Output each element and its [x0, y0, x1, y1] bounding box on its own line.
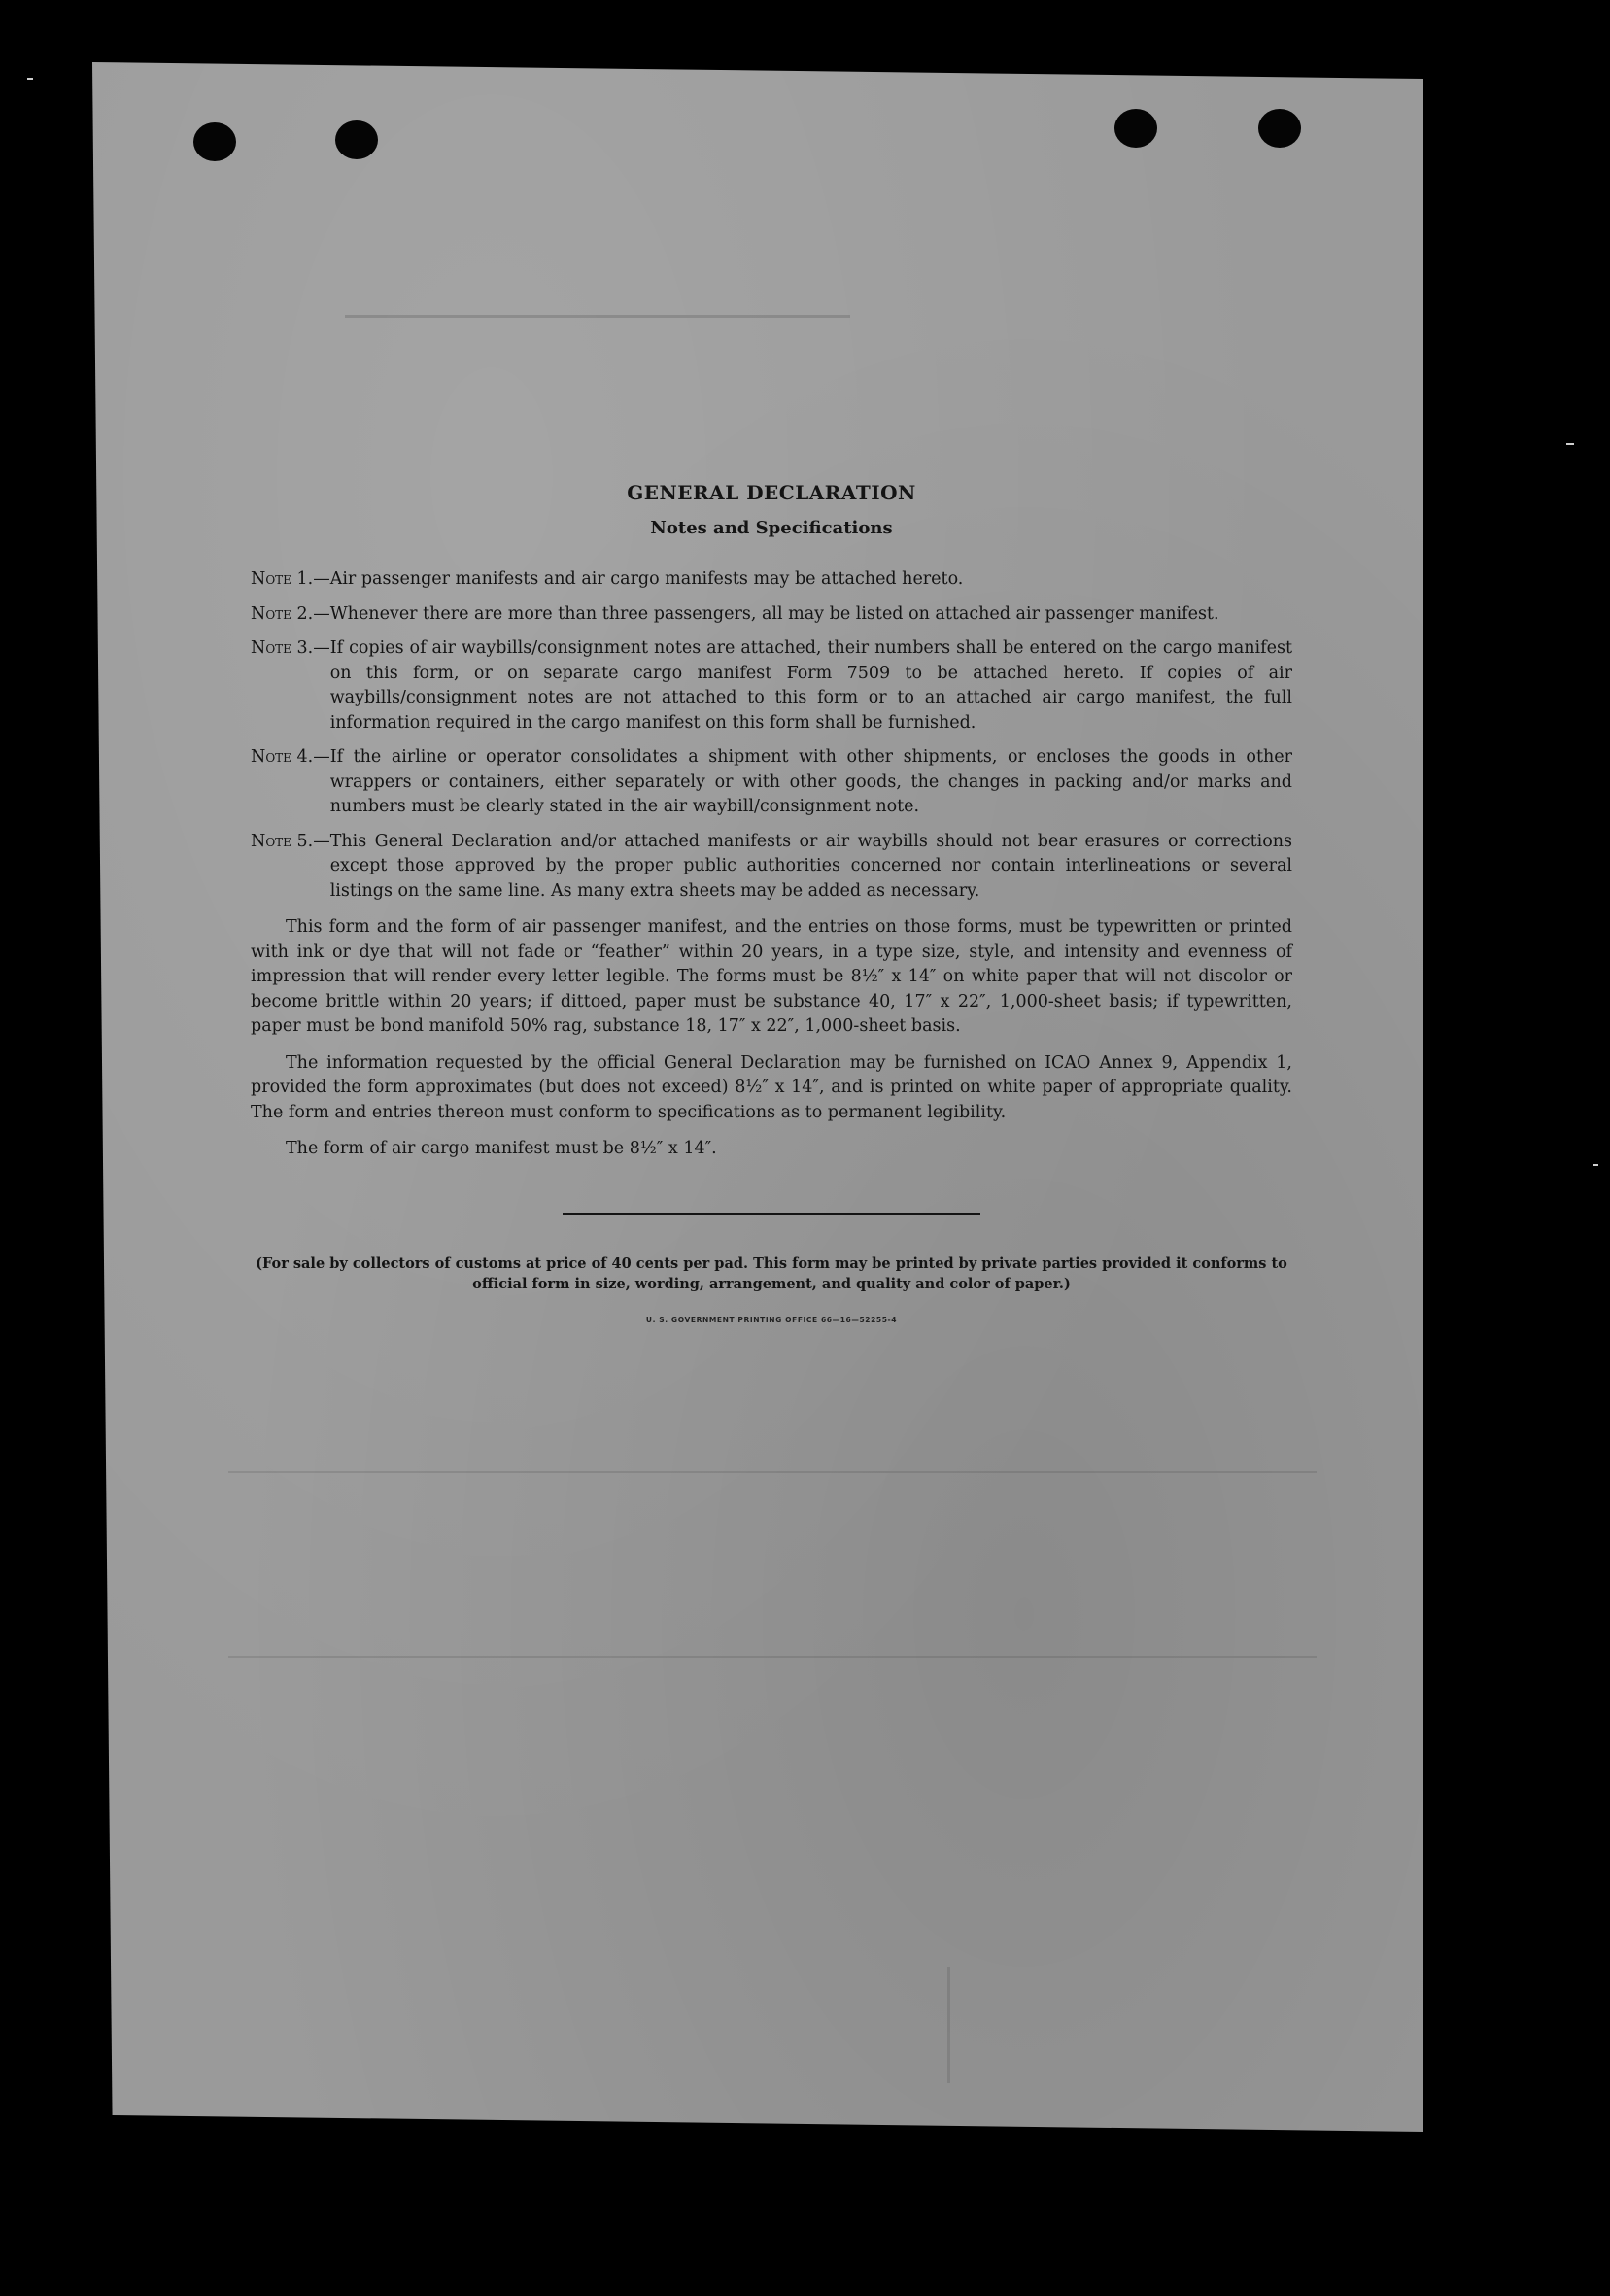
page-title: GENERAL DECLARATION: [627, 481, 916, 504]
note-text: If the airline or operator consolidates a shipment with other shipments, or encloses the goods in other wrappers or containers, either separately or with other goods, the changes in packing and/or marks and numbers must be clearly stated in the air waybill/consignment note.: [329, 747, 1292, 816]
note-text: Air passenger manifests and air cargo manifests may be attached hereto.: [329, 569, 964, 589]
punch-hole: [1114, 109, 1157, 148]
note-text: Whenever there are more than three passengers, all may be listed on attached air passenger manifest.: [329, 603, 1219, 624]
punch-hole: [335, 120, 378, 159]
scan-speck: [27, 78, 33, 80]
paragraph-icao-annex: The information requested by the official General Declaration may be furnished on ICAO Annex 9, Appendix 1, provided the form approximates (but does not exceed) 8½″ x 14″, and is printed on white paper of appropriate quality. The form and entries thereon must conform to specifications as to permanent legibility.: [251, 1052, 1292, 1122]
punch-hole: [193, 122, 236, 161]
note-label: Note 3.—: [251, 638, 330, 658]
bleed-through-line: [345, 315, 850, 318]
note-label: Note 2.—: [251, 603, 330, 624]
scan-speck: [1593, 1164, 1598, 1166]
note-item: [251, 602, 1292, 628]
note-item: [251, 745, 1292, 820]
scan-speck: [1566, 443, 1574, 445]
sale-notice: (For sale by collectors of customs at price of 40 cents per pad. This form may be printed by private parties provided it conforms to official form in size, wording, arrangement, and quality and color of paper.): [256, 1254, 1287, 1292]
note-label: Note 5.—: [251, 831, 330, 851]
notes-list: [251, 567, 1292, 904]
paragraph-cargo-manifest-size: The form of air cargo manifest must be 8½″ x 14″.: [286, 1139, 717, 1158]
bleed-through-line: [947, 1967, 950, 2083]
punch-hole: [1258, 109, 1301, 148]
divider-rule: [563, 1213, 980, 1215]
page-subtitle: Notes and Specifications: [650, 518, 893, 538]
note-label: Note 1.—: [251, 569, 330, 589]
note-item: [251, 636, 1292, 736]
bleed-through-line: [228, 1471, 1317, 1473]
declaration-notes: [251, 481, 1292, 1324]
note-text: This General Declaration and/or attached manifests or air waybills should not bear erasures or corrections except those approved by the proper public authorities concerned nor contain interlineations or several listings on the same line. As many extra sheets may be added as necessary.: [329, 831, 1292, 901]
paragraph-form-requirements: This form and the form of air passenger manifest, and the entries on those forms, must be typewritten or printed with ink or dye that will not fade or “feather” within 20 years, in a type size, style, and intensity and evenness of impression that will render every letter legible. The forms must be 8½″ x 14″ on white paper that will not discolor or become brittle within 20 years; if dittoed, paper must be substance 40, 17″ x 22″, 1,000-sheet basis; if typewritten, paper must be bond manifold 50% rag, substance 18, 17″ x 22″, 1,000-sheet basis.: [251, 917, 1292, 1036]
note-item: [251, 830, 1292, 905]
note-text: If copies of air waybills/consignment notes are attached, their numbers shall be entered on the cargo manifest on this form, or on separate cargo manifest Form 7509 to be attached hereto. If copies of air waybills/consignment notes are not attached to this form or to an attached air cargo manifest, the full information required in the cargo manifest on this form shall be furnished.: [329, 638, 1292, 733]
note-label: Note 4.—: [251, 747, 330, 767]
bleed-through-line: [228, 1656, 1317, 1658]
printing-office-imprint: U. S. GOVERNMENT PRINTING OFFICE 66—16—52255-4: [645, 1315, 898, 1324]
note-item: [251, 567, 1292, 593]
